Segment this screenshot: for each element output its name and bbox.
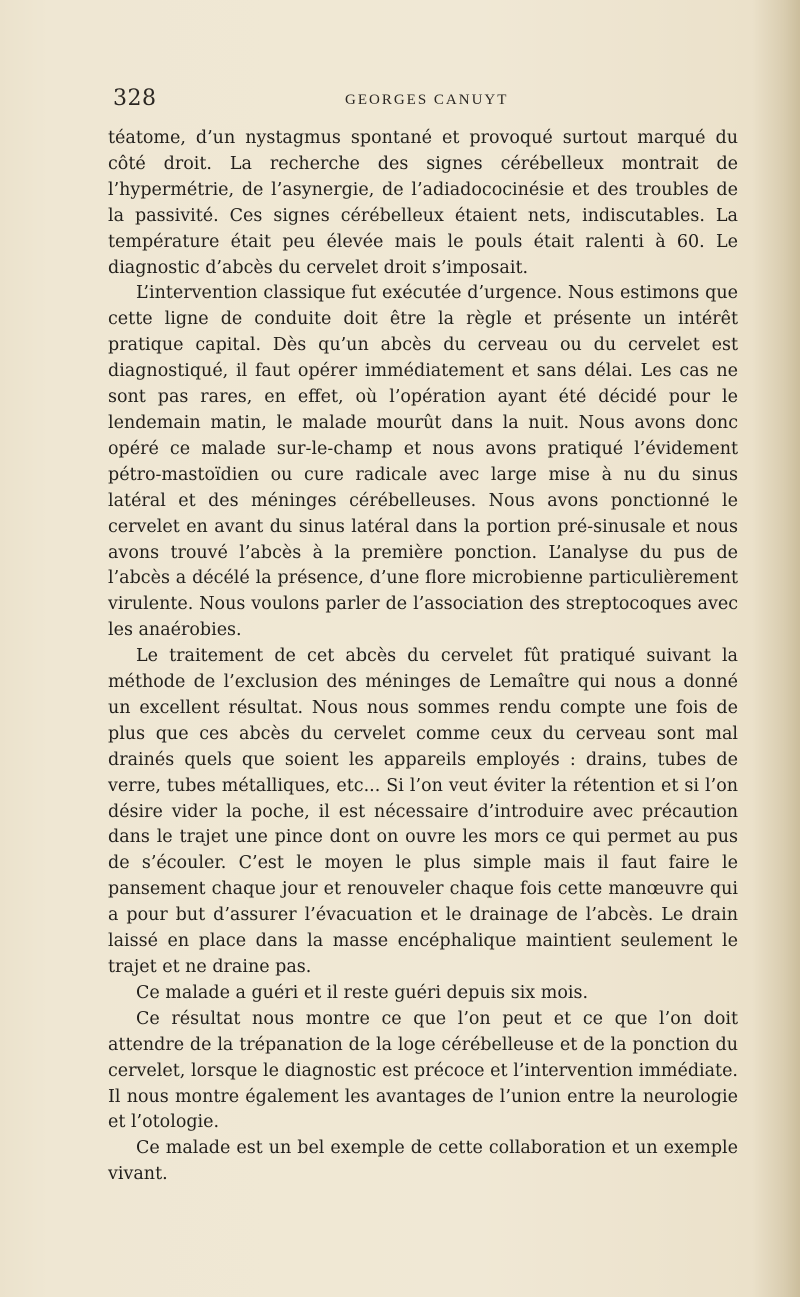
page-header xyxy=(0,86,800,116)
paragraph-conclusion: Ce résultat nous montre ce que l’on peut et ce que l’on doit attendre de la trépanation de la loge cérébelleuse et de la ponction du cervelet, lorsque le diagnostic est précoce et l’intervention immédiate. Il nous montre également les avantages de l’union entre la neurologie et l’otologie. xyxy=(108,1008,738,1133)
page-number: 328 xyxy=(113,86,157,111)
paragraph-treatment: Le traitement de cet abcès du cervelet fût pratiqué suivant la méthode de l’exclusion des méninges de Lemaître qui nous a donné un excellent résultat. Nous nous sommes rendu compte une fois de plus que ces abcès du cervelet comme ceux du cerveau sont mal drainés quels que soient les appareils employés : drains, tubes de verre, tubes métalliques, etc... Si l’on veut éviter la rétention et si l’on désire vider la poche, il est nécessaire d’introduire avec précaution dans le trajet une pince dont on ouvre les mors ce qui permet au pus de s’écouler. C’est le moyen le plus simple mais il faut faire le pansement chaque jour et renouveler chaque fois cette manœuvre qui a pour but d’assurer l’évacuation et le drainage de l’abcès. Le drain laissé en place dans la masse encéphalique maintient seulement le trajet et ne draine pas. xyxy=(108,646,738,977)
paragraph-closing: Ce malade est un bel exemple de cette collaboration et un exemple vivant. xyxy=(108,1138,738,1185)
body-text xyxy=(108,126,738,1188)
paragraph-continuation: téatome, d’un nystagmus spontané et provoqué surtout marqué du côté droit. La recherche des signes cérébelleux montrait de l’hypermétrie, de l’asynergie, de l’adiadococinésie et des troubles de la passivité. Ces signes cérébelleux étaient nets, indiscutables. La température était peu élevée mais le pouls était ralenti à 60. Le diagnostic d’abcès du cervelet droit s’imposait. xyxy=(108,128,738,278)
paragraph-outcome: Ce malade a guéri et il reste guéri depuis six mois. xyxy=(136,982,589,1003)
paragraph-intervention: L’intervention classique fut exécutée d’urgence. Nous estimons que cette ligne de conduite doit être la règle et présente un intérêt pratique capital. Dès qu’un abcès du cerveau ou du cervelet est diagnostiqué, il faut opérer immédiatement et sans délai. Les cas ne sont pas rares, en effet, où l’opération ayant été décidé pour le lendemain matin, le malade mourût dans la nuit. Nous avons donc opéré ce malade sur-le-champ et nous avons pratiqué l’évidement pétro-mastoïdien ou cure radicale avec large mise à nu du sinus latéral et des méninges cérébelleuses. Nous avons ponctionné le cervelet en avant du sinus latéral dans la portion pré-sinusale et nous avons trouvé l’abcès à la première ponction. L’analyse du pus de l’abcès a décélé la présence, d’une flore microbienne particulièrement virulente. Nous voulons parler de l’association des streptocoques avec les anaérobies. xyxy=(108,283,738,641)
running-head-author: GEORGES CANUYT xyxy=(345,92,509,108)
